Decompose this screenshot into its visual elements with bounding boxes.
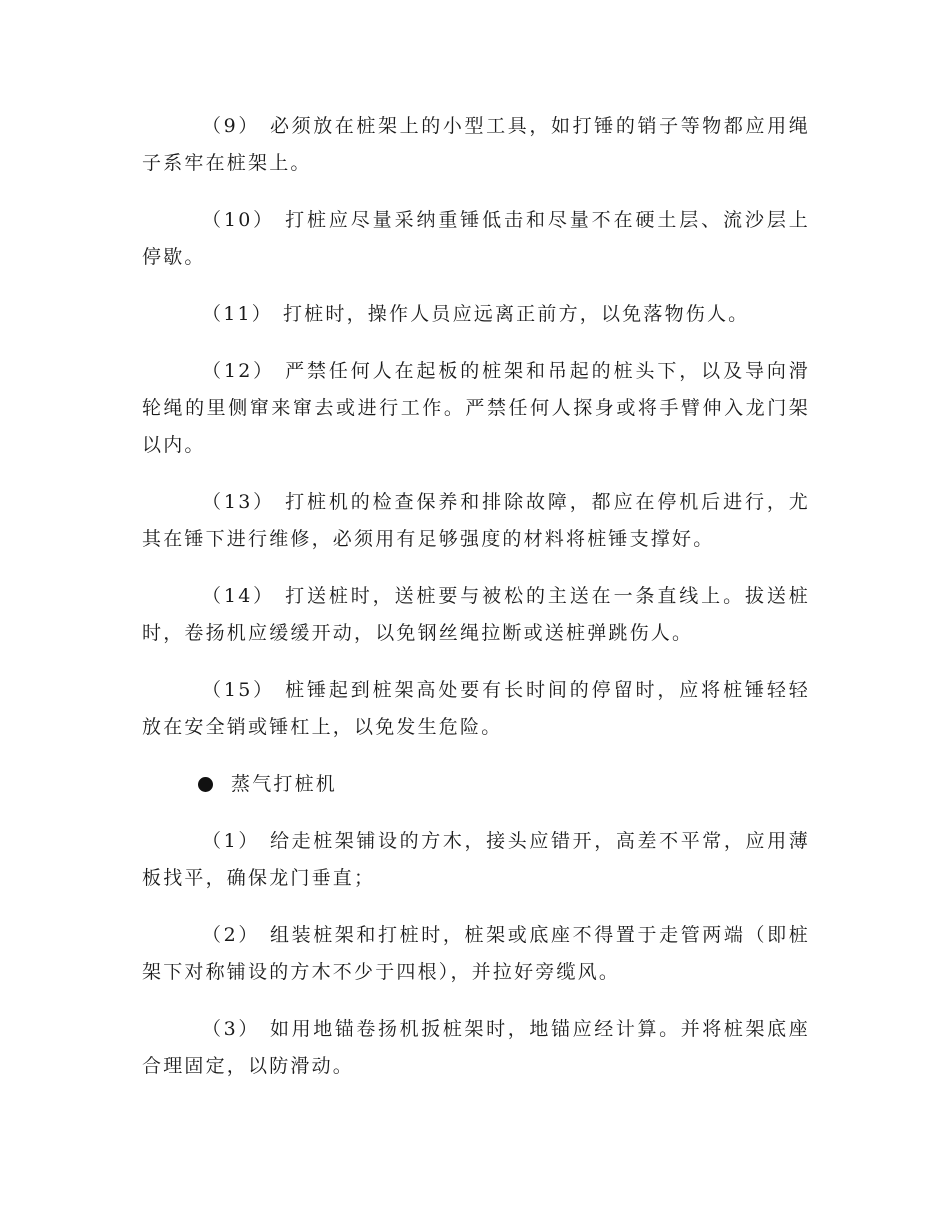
item-number: （2） xyxy=(202,924,260,946)
item-number: （15） xyxy=(202,679,276,701)
item-number: （3） xyxy=(202,1018,260,1040)
document-body xyxy=(142,108,810,1105)
item-number: （14） xyxy=(202,585,276,607)
section-heading-text: 蒸气打桩机 xyxy=(231,773,338,795)
item-text: 打桩机的检查保养和排除故障，都应在停机后进行，尤其在锤下进行维修，必须用有足够强度的材料将桩锤支撑好。 xyxy=(142,491,810,550)
item-text: 组装桩架和打桩时，桩架或底座不得置于走管两端（即桩架下对称铺设的方木不少于四根），并拉好旁缆风。 xyxy=(142,924,810,983)
item-text: 必须放在桩架上的小型工具，如打锤的销子等物都应用绳子系牢在桩架上。 xyxy=(142,115,810,174)
item-number: （12） xyxy=(202,360,276,382)
item-number: （1） xyxy=(202,830,260,852)
item-text: 严禁任何人在起板的桩架和吊起的桩头下，以及导向滑轮绳的里侧窜来窜去或进行工作。严禁任何人探身或将手臂伸入龙门架以内。 xyxy=(142,360,810,456)
paragraph-item-15 xyxy=(142,672,810,746)
item-number: （13） xyxy=(202,491,276,513)
paragraph-item-1 xyxy=(142,823,810,897)
item-text: 打送桩时，送桩要与被松的主送在一条直线上。拔送桩时，卷扬机应缓缓开动，以免钢丝绳拉断或送桩弹跳伤人。 xyxy=(142,585,810,644)
item-text: 打桩时，操作人员应远离正前方，以免落物伤人。 xyxy=(282,303,750,325)
section-heading xyxy=(142,766,810,803)
item-text: 给走桩架铺设的方木，接头应错开，高差不平常，应用薄板找平，确保龙门垂直； xyxy=(142,830,810,889)
paragraph-item-3 xyxy=(142,1011,810,1085)
paragraph-item-10 xyxy=(142,202,810,276)
item-text: 桩锤起到桩架高处要有长时间的停留时，应将桩锤轻轻放在安全销或锤杠上，以免发生危险。 xyxy=(142,679,810,738)
paragraph-item-11 xyxy=(142,296,810,333)
item-text: 打桩应尽量采纳重锤低击和尽量不在硬土层、流沙层上停歇。 xyxy=(142,209,810,268)
paragraph-item-14 xyxy=(142,578,810,652)
item-number: （11） xyxy=(202,303,273,325)
paragraph-item-12 xyxy=(142,353,810,464)
paragraph-item-2 xyxy=(142,917,810,991)
paragraph-item-9 xyxy=(142,108,810,182)
bullet-icon xyxy=(198,777,213,792)
item-text: 如用地锚卷扬机扳桩架时，地锚应经计算。并将桩架底座合理固定，以防滑动。 xyxy=(142,1018,810,1077)
item-number: （9） xyxy=(202,115,260,137)
item-number: （10） xyxy=(202,209,276,231)
paragraph-item-13 xyxy=(142,484,810,558)
